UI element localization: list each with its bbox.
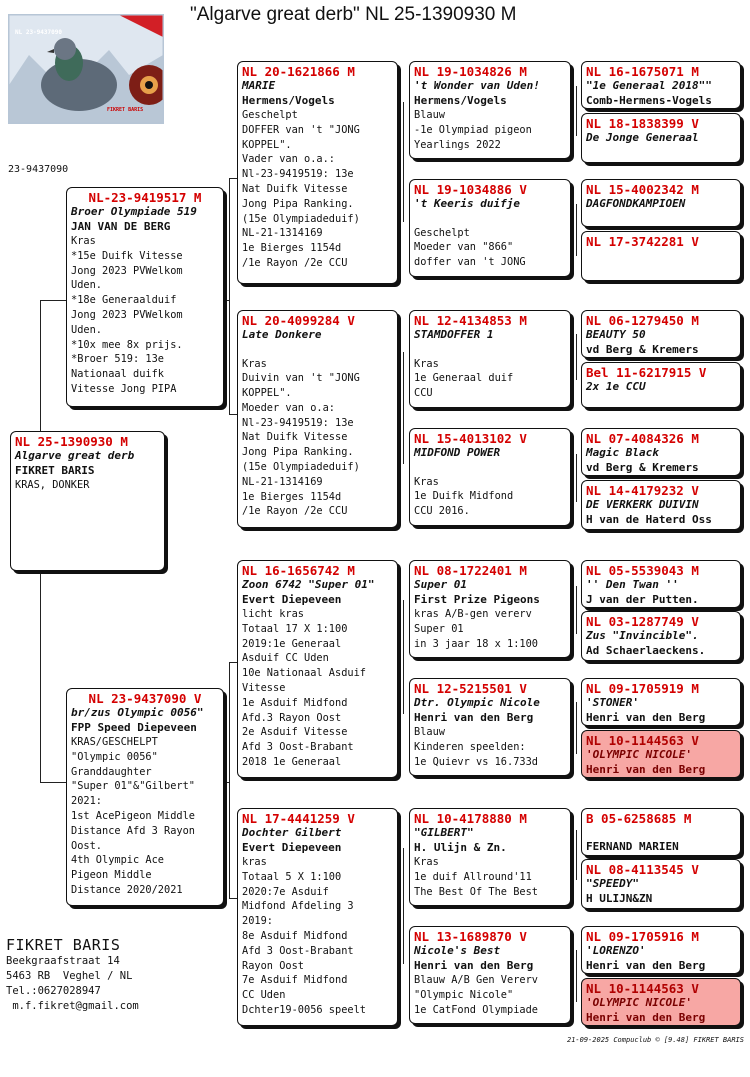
description: Geschelpt Moeder van "866" doffer van 't JONG [414, 226, 526, 269]
spacer [586, 826, 736, 840]
ring-number: NL 03-1287749 V [586, 614, 699, 629]
ring-number: NL 25-1390930 M [15, 434, 128, 449]
gen4-card-7[interactable] [409, 808, 571, 906]
pigeon-name: Magic Black [586, 446, 659, 459]
breeder: FIKRET BARIS [15, 463, 95, 477]
ring-number: NL 16-1656742 M [242, 563, 355, 578]
ring-number: NL-23-9419517 M [88, 190, 202, 205]
ring-number: NL 23-9437090 V [88, 691, 202, 706]
gen3-card-sire-dam[interactable] [237, 310, 398, 528]
connector-g3d [229, 898, 237, 899]
breeder: vd Berg & Kremers [586, 460, 699, 474]
gen3-card-dam-sire[interactable] [237, 560, 398, 778]
connector-g3a [229, 178, 237, 179]
pigeon-name: 't Wonder van Uden! [414, 79, 540, 92]
ring-number: NL 15-4013102 V [414, 431, 527, 446]
pigeon-photo [8, 14, 164, 124]
connector-to-sire [40, 300, 66, 301]
ring-number: NL 17-4441259 V [242, 811, 355, 826]
pigeon-name: "1e Generaal 2018"" [586, 79, 712, 92]
ring-number: NL 09-1705916 M [586, 929, 699, 944]
gen5-card-12[interactable] [581, 730, 741, 778]
connector-g5-1 [576, 86, 577, 136]
pigeon-name: 2x 1e CCU [586, 380, 646, 393]
breeder: Henri van den Berg [586, 762, 706, 776]
breeder: Evert Diepeveen [242, 840, 342, 854]
owner-email[interactable]: m.f.fikret@gmail.com [6, 1000, 139, 1012]
ring-number: B 05-6258685 M [586, 811, 692, 826]
subject-card[interactable] [10, 431, 165, 571]
description: Kras 1e Generaal duif CCU [414, 357, 514, 400]
pigeon-name: br/zus Olympic 0056" [71, 706, 204, 719]
spacer [414, 212, 566, 226]
connector-g5-4 [576, 454, 577, 502]
description: KRAS/GESCHELPT "Olympic 0056" Granddaughter "Super 01"&"Gilbert" 2021: 1st AcePigeon Middle Distance Afd 3 Rayon Oost. 4th Olympic Ace Pigeon Middle Distance 2020/2021 [71, 736, 195, 896]
pigeon-name: 'STONER' [586, 696, 639, 709]
description: Kras Duivin van 't "JONG KOPPEL". Moeder van o.a: Nl-23-9419519: 13e Nat Duifk Vitesse Jong Pipa Ranking. (15e Olympiadeduif) NL-21-1314169 1e Bierges 1154d /1e Rayon /2e CCU [242, 357, 360, 518]
description: Blauw A/B Gen Vererv "Olympic Nicole" 1e CatFond Olympiade [414, 974, 538, 1016]
ring-number: NL 10-1144563 V [586, 981, 699, 996]
pigeon-name: 't Keeris duifje [414, 197, 520, 210]
page-title: "Algarve great derb" NL 25-1390930 M [190, 4, 517, 25]
gen5-card-4[interactable] [581, 231, 741, 281]
connector-g5-5 [576, 586, 577, 634]
pigeon-name: Algarve great derb [15, 449, 135, 462]
ring-number: NL 19-1034826 M [414, 64, 527, 79]
ring-number: NL 20-4099284 V [242, 313, 355, 328]
ring-number: NL 16-1675071 M [586, 64, 699, 79]
breeder: Henri van den Berg [586, 1010, 706, 1024]
pigeon-name: Zus "Invincible". [586, 629, 699, 642]
breeder: Ad Schaerlaeckens. [586, 643, 706, 657]
pigeon-name: STAMDOFFER 1 [414, 328, 494, 341]
connector-g5-2 [576, 204, 577, 256]
description: Geschelpt DOFFER van 't "JONG KOPPEL". Vader van o.a.: Nl-23-9419519: 13e Nat Duifk Vitesse Jong Pipa Ranking. (15e Olympiadeduif) NL-21-1314169 1e Bierges 1154d /1e Rayon /2e CCU [242, 109, 360, 269]
breeder: Henri van den Berg [414, 710, 534, 724]
gen5-card-8[interactable] [581, 480, 741, 530]
connector-g5-6 [576, 702, 577, 754]
pigeon-name: '' Den Twan '' [586, 578, 679, 591]
owner-name: FIKRET BARIS [6, 936, 121, 954]
connector-to-dam [40, 782, 66, 783]
gen4-card-8[interactable] [409, 926, 571, 1024]
breeder: Hermens/Vogels [414, 93, 507, 107]
connector-g4-1 [403, 102, 404, 222]
breeder: H. Ulijn & Zn. [414, 840, 507, 854]
description: Kras *15e Duifk Vitesse Jong 2023 PVWelkom Uden. *18e Generaalduif Jong 2023 PVWelkom Uden. *10x mee 8x prijs. *Broer 519: 13e Nationaal duifk Vitesse Jong PIPA [71, 235, 183, 395]
ring-number: NL 20-1621866 M [242, 64, 355, 79]
ring-number: NL 10-1144563 V [586, 733, 699, 748]
description: Blauw Kinderen speelden: 1e Quievr vs 16.733d [414, 726, 538, 768]
gen5-card-10[interactable] [581, 611, 741, 661]
owner-block [6, 936, 139, 1014]
owner-phone: Tel.:0627028947 [6, 985, 101, 997]
pigeon-name: Zoon 6742 "Super 01" [242, 578, 375, 591]
ring-number: NL 08-1722401 M [414, 563, 527, 578]
gen5-card-2[interactable] [581, 113, 741, 163]
description: Kras 1e duif Allround'11 The Best Of The Best [414, 856, 538, 898]
ring-number: Bel 11-6217915 V [586, 365, 707, 380]
ring-number: NL 13-1689870 V [414, 929, 527, 944]
gen5-card-1[interactable] [581, 61, 741, 109]
ring-number: NL 12-4134853 M [414, 313, 527, 328]
pigeon-name: MIDFOND POWER [414, 446, 501, 459]
owner-city: 5463 RB Veghel / NL [6, 970, 133, 982]
breeder: J van der Putten. [586, 592, 699, 606]
breeder: Henri van den Berg [586, 710, 706, 724]
ring-number: NL 17-3742281 V [586, 234, 699, 249]
gen5-card-9[interactable] [581, 560, 741, 608]
ring-number: NL 09-1705919 M [586, 681, 699, 696]
ring-number: NL 06-1279450 M [586, 313, 699, 328]
breeder: H van de Haterd Oss [586, 512, 712, 526]
ring-number: NL 19-1034886 V [414, 182, 527, 197]
gen5-card-16[interactable] [581, 978, 741, 1026]
ring-number: NL 10-4178880 M [414, 811, 527, 826]
breeder: JAN VAN DE BERG [71, 219, 171, 233]
connector-dam-h [224, 782, 230, 783]
dam-card[interactable] [66, 688, 224, 906]
pigeon-name: MARIE [242, 79, 276, 92]
connector-dam-v [229, 662, 230, 898]
breeder: H ULIJN&ZN [586, 891, 653, 905]
owner-street: Beekgraafstraat 14 [6, 955, 120, 967]
breeder: Comb-Hermens-Vogels [586, 93, 712, 107]
gen4-card-5[interactable] [409, 560, 571, 658]
connector-g5-8 [576, 950, 577, 1002]
description: KRAS, DONKER [15, 479, 90, 491]
sire-card[interactable] [66, 187, 224, 407]
gen3-card-dam-dam[interactable] [237, 808, 398, 1026]
ring-number: NL 07-4084326 M [586, 431, 699, 446]
ring-number: NL 08-4113545 V [586, 862, 699, 877]
gen5-card-5[interactable] [581, 310, 741, 358]
description: kras Totaal 5 X 1:100 2020:7e Asduif Midfond Afdeling 3 2019: 8e Asduif Midfond Afd 3 Oost-Brabant Rayon Oost 7e Asduif Midfond CC Uden Dchter19-0056 speelt [242, 856, 366, 1016]
breeder: vd Berg & Kremers [586, 342, 699, 356]
spacer [414, 461, 566, 475]
pigeon-name: Dtr. Olympic Nicole [414, 696, 540, 709]
breeder: Evert Diepeveen [242, 592, 342, 606]
connector-g3c [229, 662, 237, 663]
spacer [242, 343, 393, 357]
connector-g4-4 [403, 848, 404, 964]
pigeon-name: "GILBERT" [414, 826, 474, 839]
connector-sire-h [224, 300, 230, 301]
pigeon-name: 'OLYMPIC NICOLE' [586, 748, 692, 761]
gen5-card-15[interactable] [581, 926, 741, 974]
pigeon-name: BEAUTY 50 [586, 328, 646, 341]
breeder: Henri van den Berg [586, 958, 706, 972]
connector-sire-v [229, 178, 230, 414]
pigeon-name: 'OLYMPIC NICOLE' [586, 996, 692, 1009]
breeder: FPP Speed Diepeveen [71, 720, 197, 734]
gen4-card-3[interactable] [409, 310, 571, 408]
description: kras A/B-gen vererv Super 01 in 3 jaar 18 x 1:100 [414, 608, 538, 650]
footer-credit: 21-09-2025 Compuclub © [9.48] FIKRET BARIS [566, 1036, 744, 1044]
gen5-card-13[interactable] [581, 808, 741, 856]
ring-number: NL 18-1838399 V [586, 116, 699, 131]
gen3-card-sire-sire[interactable] [237, 61, 398, 284]
breeder: First Prize Pigeons [414, 592, 540, 606]
connector-g4-2 [403, 352, 404, 464]
pigeon-name: 'LORENZO' [586, 944, 646, 957]
connector-g3b [229, 414, 237, 415]
gen4-card-4[interactable] [409, 428, 571, 526]
gen5-card-6[interactable] [581, 362, 741, 408]
pigeon-name: Broer Olympiade 519 [71, 205, 197, 218]
pigeon-name: De Jonge Generaal [586, 131, 699, 144]
dam-ring-label: 23-9437090 [8, 164, 69, 175]
description: Kras 1e Duifk Midfond CCU 2016. [414, 475, 514, 518]
gen5-card-11[interactable] [581, 678, 741, 726]
description: Blauw -1e Olympiad pigeon Yearlings 2022 [414, 109, 532, 151]
ring-number: NL 12-5215501 V [414, 681, 527, 696]
gen4-card-2[interactable] [409, 179, 571, 277]
description: licht kras Totaal 17 X 1:100 2019:1e Generaal Asduif CC Uden 10e Nationaal Asduif Vitesse 1e Asduif Midfond Afd.3 Rayon Oost 2e Asduif Vitesse Afd 3 Oost-Brabant 2018 1e Generaal [242, 608, 366, 768]
photo-caption-owner: FIKRET BARIS [107, 107, 144, 113]
pigeon-name: DAGFONDKAMPIOEN [586, 197, 686, 210]
breeder: Henri van den Berg [414, 958, 534, 972]
pigeon-name: Nicole's Best [414, 944, 501, 957]
connector-g5-7 [576, 830, 577, 880]
ring-number: NL 15-4002342 M [586, 182, 699, 197]
photo-caption: NL 23-9437090 [15, 29, 62, 36]
pigeon-name: Super 01 [414, 578, 467, 591]
pigeon-name: DE VERKERK DUIVIN [586, 498, 699, 511]
spacer [414, 343, 566, 357]
pigeon-name: "SPEEDY" [586, 877, 639, 890]
connector-g5-3 [576, 334, 577, 380]
connector-subject-vertical [40, 300, 41, 431]
gen5-card-7[interactable] [581, 428, 741, 476]
breeder: Hermens/Vogels [242, 93, 335, 107]
breeder: FERNAND MARIEN [586, 840, 679, 853]
ring-number: NL 14-4179232 V [586, 483, 699, 498]
ring-number: NL 05-5539043 M [586, 563, 699, 578]
connector-g4-3 [403, 600, 404, 714]
pigeon-name: Dochter Gilbert [242, 826, 342, 839]
gen4-card-1[interactable] [409, 61, 571, 159]
gen4-card-6[interactable] [409, 678, 571, 776]
gen5-card-14[interactable] [581, 859, 741, 909]
gen5-card-3[interactable] [581, 179, 741, 227]
pigeon-name: Late Donkere [242, 328, 322, 341]
